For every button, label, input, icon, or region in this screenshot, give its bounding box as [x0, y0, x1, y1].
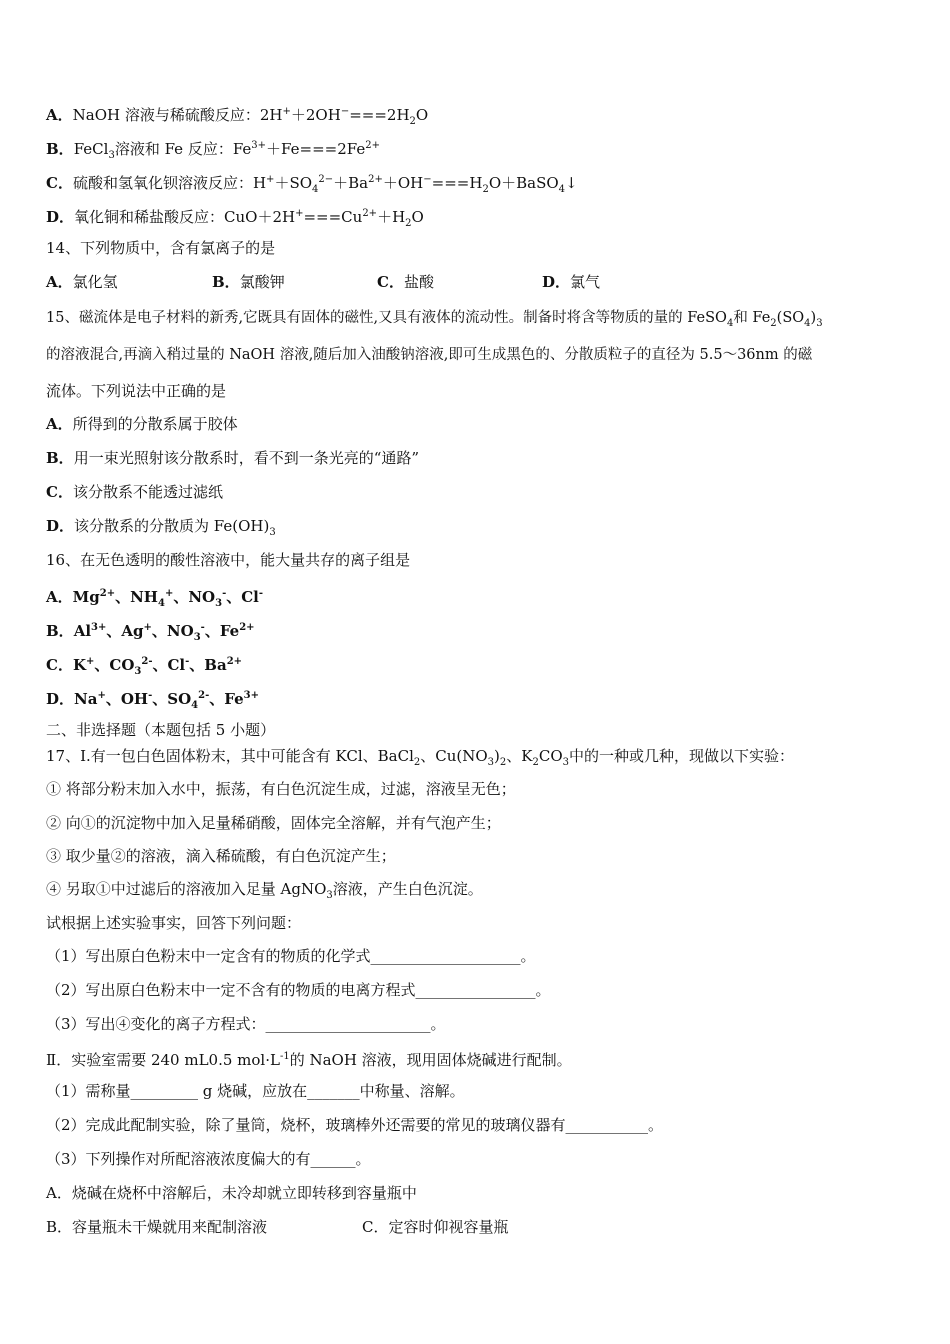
- q17-ii-part-3: （3）下列操作对所配溶液浓度偏大的有______。: [46, 1150, 371, 1168]
- q17-ii-stem: Ⅱ．实验室需要 240 mL0.5 $mol\cdot L^{-1}$的 NaOH 溶液，现用固体烧碱进行配制。: [46, 1051, 572, 1069]
- section-heading: 二、非选择题（本题包括 5 小题）: [46, 721, 276, 739]
- q16-stem: 16、在无色透明的酸性溶液中，能大量共存的离子组是: [46, 551, 411, 569]
- q16-option-b: B．$Al^{3+}$、Ag+、$NO_3^-$、$Fe^{2+}$: [46, 622, 255, 643]
- q17-experiment-2: ② 向①的沉淀物中加入足量稀硝酸，固体完全溶解，并有气泡产生；: [46, 814, 501, 832]
- q15-option-b: B．用一束光照射该分散系时，看不到一条光亮的“通路”: [46, 449, 420, 467]
- q13-option-d: D．氧化铜和稀盐酸反应：$CuO+2H^+===Cu^{2+}+H_2O$: [46, 208, 424, 229]
- q17-part-3: （3）写出④变化的离子方程式：______________________。: [46, 1015, 446, 1033]
- q17-part-1: （1）写出原白色粉末中一定含有的物质的化学式____________________。: [46, 947, 536, 965]
- q15-option-a: A．所得到的分散系属于胶体: [46, 415, 238, 433]
- q16-option-c: C．K+、$CO_3^{2-}$、Cl-、$Ba^{2+}$: [46, 656, 243, 677]
- q14-option-b: B．氯酸钾: [212, 273, 285, 291]
- q17-ii-part-1: （1）需称量_________ g 烧碱，应放在_______中称量、溶解。: [46, 1082, 465, 1100]
- q13-option-a: A．NaOH 溶液与稀硫酸反应：$2H^++2OH^-===2H_2O$: [46, 106, 429, 127]
- q15-stem-line3: 流体。下列说法中正确的是: [46, 382, 227, 400]
- q17-experiment-3: ③ 取少量②的溶液，滴入稀硫酸，有白色沉淀产生；: [46, 847, 396, 865]
- q17-experiment-1: ① 将部分粉末加入水中，振荡，有白色沉淀生成，过滤，溶液呈无色；: [46, 780, 516, 798]
- q17-stem: 17、Ⅰ.有一包白色固体粉末，其中可能含有 KCl、BaCl$_2$、$Cu(NO_3)_2$、$K_2CO_3$中的一种或几种，现做以下实验：: [46, 747, 795, 768]
- q14-option-d: D．氯气: [542, 273, 601, 291]
- q14-stem: 14、下列物质中，含有氯离子的是: [46, 239, 276, 257]
- q14-option-c: C．盐酸: [377, 273, 434, 291]
- q16-option-d: D．Na+、OH-、$SO_4^{2-}$、$Fe^{3+}$: [46, 690, 259, 711]
- q16-option-a: A．$Mg^{2+}$、$NH_4^+$、$NO_3^-$、Cl-: [46, 588, 264, 609]
- q15-stem-line1: 15、磁流体是电子材料的新秀,它既具有固体的磁性,又具有液体的流动性。制备时将含等物质的量的 FeSO$_4$和 $Fe_2(SO_4)_3$: [46, 310, 823, 329]
- q17-ask: 试根据上述实验事实，回答下列问题：: [46, 914, 302, 932]
- q15-option-d: D．该分散系的分散质为 $Fe(OH)_3$: [46, 517, 276, 538]
- q17-option-a: A．烧碱在烧杯中溶解后，未冷却就立即转移到容量瓶中: [46, 1184, 417, 1202]
- q17-part-2: （2）写出原白色粉末中一定不含有的物质的电离方程式________________。: [46, 981, 551, 999]
- q13-option-c: C．硫酸和氢氧化钡溶液反应：$H^++SO_4^{2-}+Ba^{2+}+OH^-===H_2O+BaSO_4↓$: [46, 174, 578, 195]
- q15-option-c: C．该分散系不能透过滤纸: [46, 483, 223, 501]
- q17-experiment-4: ④ 另取①中过滤后的溶液加入足量 AgNO$_3$溶液，产生白色沉淀。: [46, 880, 483, 901]
- q13-option-b: B．FeCl$_3$溶液和 Fe 反应：$Fe^{3+}+Fe===2Fe^{2+}$: [46, 140, 380, 161]
- q17-option-b: B．容量瓶未干燥就用来配制溶液: [46, 1218, 268, 1236]
- q15-stem-line2: 的溶液混合,再滴入稍过量的 NaOH 溶液,随后加入油酸钠溶液,即可生成黑色的、分散质粒子的直径为 5.5～36nm 的磁: [46, 347, 813, 363]
- q17-ii-part-2: （2）完成此配制实验，除了量筒，烧杯，玻璃棒外还需要的常见的玻璃仪器有___________。: [46, 1116, 664, 1134]
- q14-option-a: A．氯化氢: [46, 273, 118, 291]
- q17-option-c: C．定容时仰视容量瓶: [362, 1218, 509, 1236]
- q14-options: [46, 272, 906, 292]
